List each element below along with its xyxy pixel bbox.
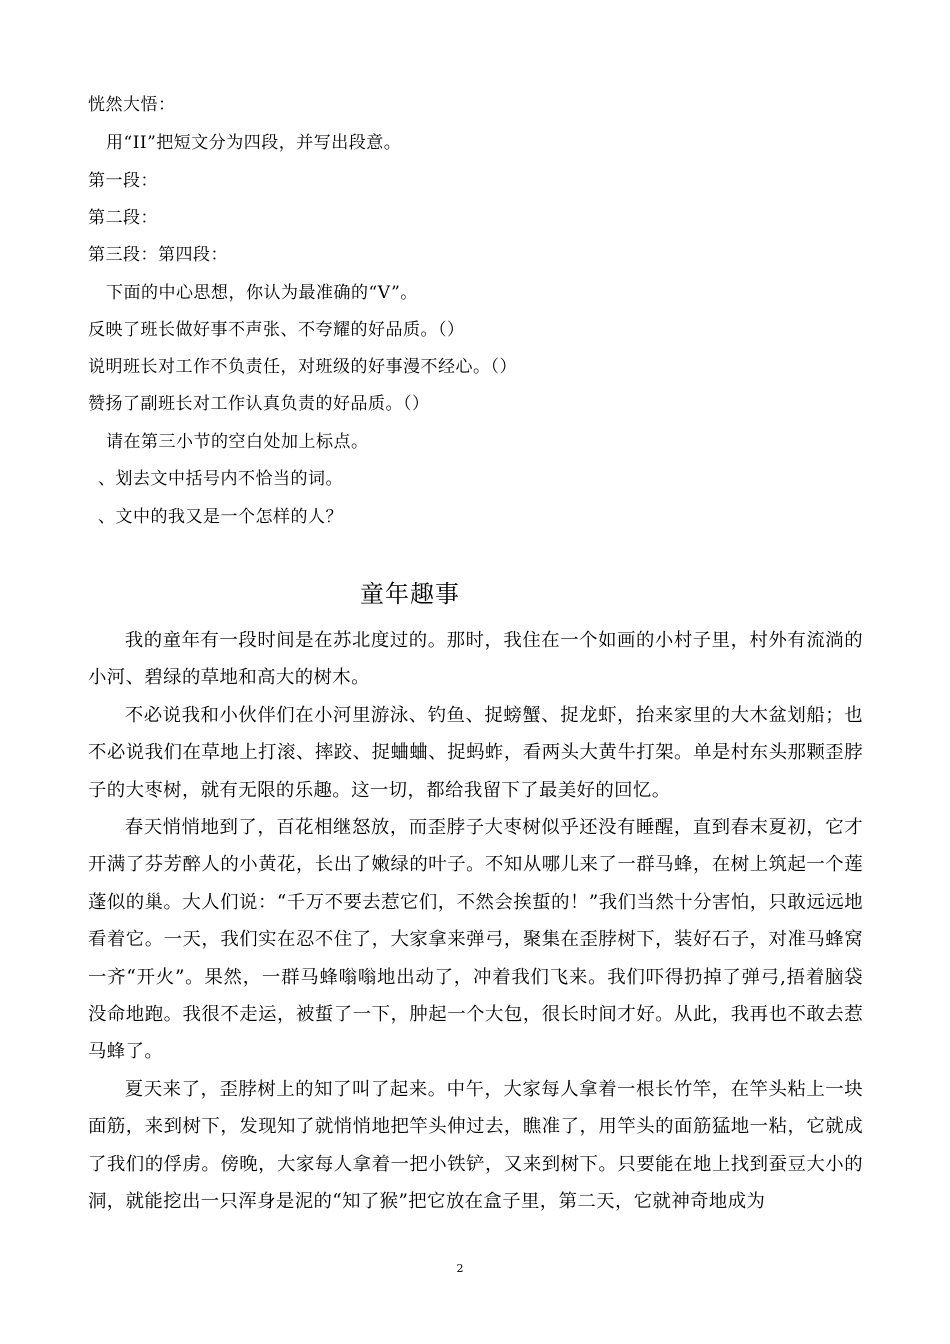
exercise-option-c: 赞扬了副班长对工作认真负责的好品质。（） <box>88 394 430 414</box>
article-paragraph: 我的童年有一段时间是在苏北度过的。那时，我住在一个如画的小村子里，村外有流淌的小河、碧绿的草地和高大的树木。 <box>88 630 863 689</box>
article-title: 童年趣事 <box>360 580 460 608</box>
exercise-option-a: 反映了班长做好事不声张、不夸耀的好品质。（） <box>88 320 465 340</box>
article-body <box>88 622 863 1221</box>
exercise-question-what-kind-of-person: 、文中的我又是一个怎样的人？ <box>98 507 343 527</box>
page-number: 2 <box>456 1262 464 1275</box>
article-paragraph: 不必说我和小伙伴们在小河里游泳、钓鱼、捉螃蟹、捉龙虾，抬来家里的大木盆划船；也不必说我们在草地上打滚、摔跤、捉蛐蛐、捉蚂蚱，看两头大黄牛打架。单是村东头那颗歪脖子的大枣树，就有无限的乐趣。这一切，都给我留下了最美好的回忆。 <box>88 704 863 801</box>
exercise-question-central-idea: 下面的中心思想，你认为最准确的“V”。 <box>106 283 418 303</box>
exercise-option-b: 说明班长对工作不负责任，对班级的好事漫不经心。（） <box>88 357 517 377</box>
exercise-answer-paragraph-2: 第二段： <box>88 208 158 228</box>
exercise-question-divide-paragraphs: 用“II”把短文分为四段，并写出段意。 <box>106 133 402 153</box>
article-paragraph: 夏天来了，歪脖树上的知了叫了起来。中午，大家每人拿着一根长竹竿，在竿头粘上一块面筋，来到树下，发现知了就悄悄地把竿头伸过去，瞧准了，用竿头的面筋猛地一粘，它就成了我们的俘虏。傍晚，大家每人拿着一把小铁铲，又来到树下。只要能在地上找到蚕豆大小的洞，就能挖出一只浑身是泥的“知了猴”把它放在盒子里，第二天，它就神奇地成为 <box>88 1078 863 1213</box>
exercise-answer-paragraph-1: 第一段： <box>88 171 158 191</box>
exercise-answer-paragraph-3-4: 第三段：第四段： <box>88 245 228 265</box>
exercise-question-cross-out-words: 、划去文中括号内不恰当的词。 <box>98 469 343 489</box>
exercise-line-sudden-realization: 恍然大悟： <box>88 95 176 115</box>
exercise-question-punctuation: 请在第三小节的空白处加上标点。 <box>106 432 369 452</box>
article-paragraph: 春天悄悄地到了，百花相继怒放，而歪脖子大枣树似乎还没有睡醒，直到春末夏初，它才开满了芬芳醉人的小黄花，长出了嫩绿的叶子。不知从哪儿来了一群马蜂，在树上筑起一个莲蓬似的巢。大人们说：“千万不要去惹它们，不然会挨蜇的！”我们当然十分害怕，只敢远远地看着它。一天，我们实在忍不住了，大家拿来弹弓，聚集在歪脖树下，装好石子，对准马蜂窝一齐“开火”。果然，一群马蜂嗡嗡地出动了，冲着我们飞来。我们吓得扔掉了弹弓,捂着脑袋没命地跑。我很不走运，被蜇了一下，肿起一个大包，很长时间才好。从此，我再也不敢去惹马蜂了。 <box>88 817 863 1063</box>
